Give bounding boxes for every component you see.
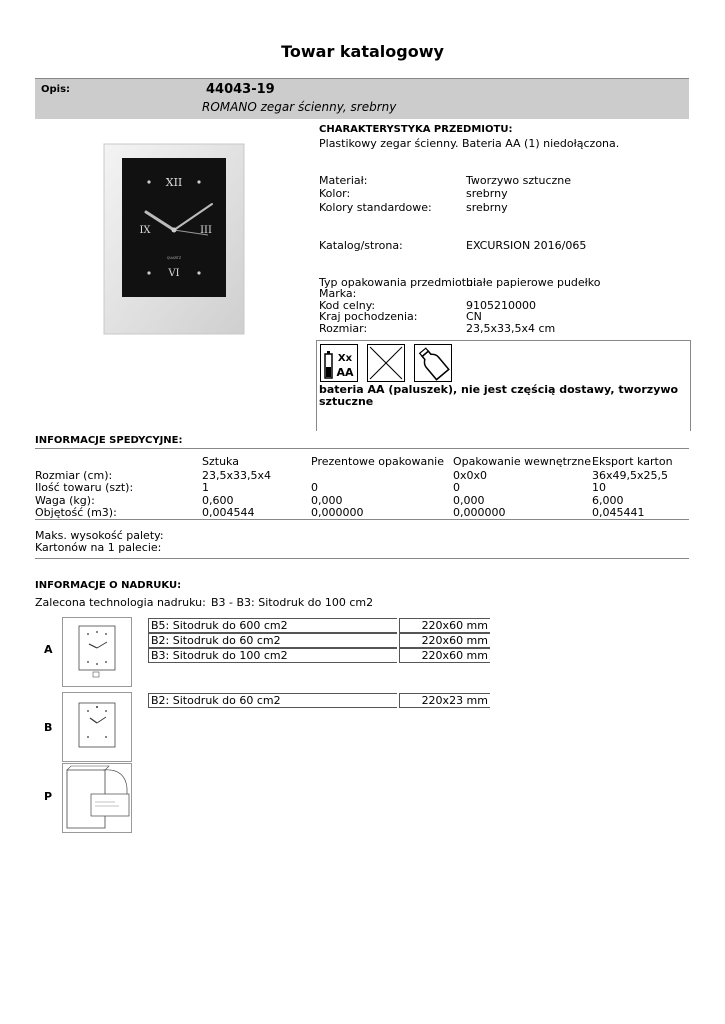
print-section-letter-a: A — [44, 643, 53, 656]
shipping-cell: 0,600 — [202, 494, 234, 507]
customs-code-value: 9105210000 — [466, 299, 536, 312]
clock-brand: QUARTZ — [166, 256, 182, 260]
shipping-heading: INFORMACJE SPEDYCYJNE: — [35, 435, 183, 446]
page-title: Towar katalogowy — [281, 42, 444, 61]
shipping-col-piece: Sztuka — [202, 455, 239, 468]
color-label: Kolor: — [319, 187, 351, 200]
customs-code-label: Kod celny: — [319, 299, 376, 312]
shipping-col-export-carton: Eksport karton — [592, 455, 673, 468]
numeral-9: IX — [139, 225, 151, 236]
shipping-cell: 6,000 — [592, 494, 624, 507]
shipping-cell: 36x49,5x25,5 — [592, 469, 669, 482]
origin-country-value: CN — [466, 310, 482, 323]
product-code: 44043-19 — [206, 82, 275, 97]
shipping-cell: 23,5x33,5x4 — [202, 469, 272, 482]
shipping-row-label: Ilość towaru (szt): — [35, 481, 134, 494]
print-option-size: 220x60 mm — [399, 648, 490, 663]
brand-label: Marka: — [319, 287, 357, 300]
battery-aa-icon — [320, 344, 358, 382]
numeral-12: XII — [165, 176, 183, 189]
pallet-height-label: Maks. wysokość palety: — [35, 529, 164, 542]
icons-note: bateria AA (paluszek), nie jest częścią dostawy, tworzywo sztuczne — [319, 383, 679, 408]
shipping-col-inner-box: Opakowanie wewnętrzne — [453, 455, 591, 468]
catalog-page-value: EXCURSION 2016/065 — [466, 239, 587, 252]
size-label: Rozmiar: — [319, 322, 368, 335]
print-option-row — [148, 618, 490, 632]
print-section-letter-b: B — [44, 721, 53, 734]
catalog-page-label: Katalog/strona: — [319, 239, 403, 252]
recommended-technology-value: B3 - B3: Sitodruk do 100 cm2 — [211, 596, 374, 609]
print-option-name: B3: Sitodruk do 100 cm2 — [148, 648, 397, 663]
product-name: ROMANO zegar ścienny, srebrny — [202, 100, 397, 114]
origin-country-label: Kraj pochodzenia: — [319, 310, 418, 323]
characteristics-heading: CHARAKTERYSTYKA PRZEDMIOTU: — [319, 124, 513, 135]
no-box-icon — [367, 344, 405, 382]
plastic-bottle-icon — [414, 344, 452, 382]
battery-icon-top-text: Xx — [337, 353, 353, 364]
shipping-cell: 0,000000 — [453, 506, 506, 519]
standard-colors-value: srebrny — [466, 201, 508, 214]
print-area-thumbnail-b — [62, 692, 132, 762]
shipping-cell: 10 — [592, 481, 606, 494]
recommended-technology-label: Zalecona technologia nadruku: — [35, 596, 206, 609]
print-option-size: 220x23 mm — [399, 693, 490, 708]
shipping-row-label: Waga (kg): — [35, 494, 95, 507]
color-value: srebrny — [466, 187, 508, 200]
shipping-cell: 0,000000 — [311, 506, 364, 519]
battery-icon-bottom-text: AA — [336, 366, 354, 379]
standard-colors-label: Kolory standardowe: — [319, 201, 432, 214]
print-option-row — [148, 648, 490, 662]
shipping-row-label: Objętość (m3): — [35, 506, 117, 519]
print-area-thumbnail-p — [62, 763, 132, 833]
numeral-6: VI — [168, 268, 180, 279]
shipping-cell: 0,004544 — [202, 506, 255, 519]
print-option-row — [148, 693, 490, 707]
cartons-per-pallet-label: Kartonów na 1 palecie: — [35, 541, 162, 554]
shipping-row-label: Rozmiar (cm): — [35, 469, 113, 482]
characteristics-text: Plastikowy zegar ścienny. Bateria AA (1) niedołączona. — [319, 137, 620, 150]
shipping-cell: 0x0x0 — [453, 469, 488, 482]
print-option-size: 220x60 mm — [399, 618, 490, 633]
print-option-size: 220x60 mm — [399, 633, 490, 648]
shipping-cell: 0,000 — [453, 494, 485, 507]
size-value: 23,5x33,5x4 cm — [466, 322, 556, 335]
numeral-3: III — [200, 225, 212, 236]
packaging-type-value: białe papierowe pudełko — [466, 276, 601, 289]
material-label: Materiał: — [319, 174, 368, 187]
packaging-type-label: Typ opakowania przedmiotu: — [319, 276, 477, 289]
clock-illustration — [102, 142, 248, 338]
shipping-cell: 0,045441 — [592, 506, 645, 519]
shipping-col-gift-box: Prezentowe opakowanie — [311, 455, 444, 468]
material-value: Tworzywo sztuczne — [466, 174, 572, 187]
print-option-row — [148, 633, 490, 647]
shipping-cell: 1 — [202, 481, 209, 494]
print-section-letter-p: P — [44, 790, 53, 803]
print-option-name: B2: Sitodruk do 60 cm2 — [148, 693, 397, 708]
print-option-name: B5: Sitodruk do 600 cm2 — [148, 618, 397, 633]
product-image — [102, 142, 248, 338]
shipping-cell: 0,000 — [311, 494, 343, 507]
printing-heading: INFORMACJE O NADRUKU: — [35, 580, 182, 591]
print-area-thumbnail-a — [62, 617, 132, 687]
shipping-cell: 0 — [453, 481, 460, 494]
description-label: Opis: — [41, 84, 71, 95]
print-option-name: B2: Sitodruk do 60 cm2 — [148, 633, 397, 648]
shipping-cell: 0 — [311, 481, 318, 494]
